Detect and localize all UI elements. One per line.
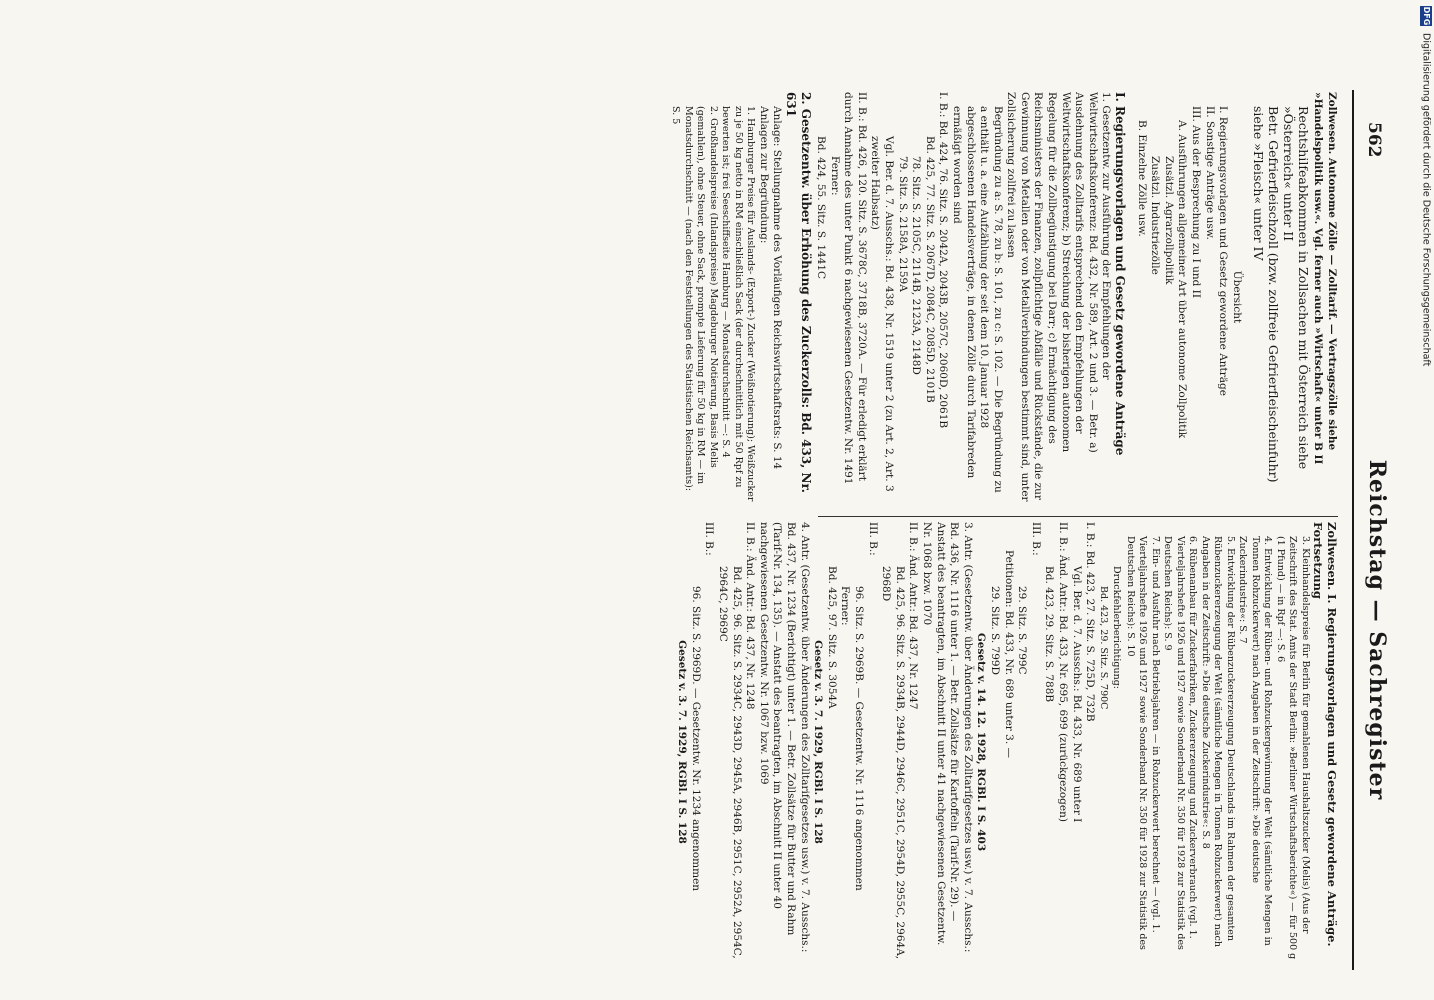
vgl: Vgl. Ber. d. 7. Ausschs.: Bd. 433, Nr. 689 unter I — [1070, 566, 1083, 823]
second-reading-ref: Bd. 423, 29. Sitz. S. 788B — [1043, 566, 1056, 703]
gesetz-ref: Gesetz v. 3. 7. 1929, RGBl. I S. 128 — [676, 640, 689, 844]
page-number: 562 — [1364, 122, 1384, 158]
item-1-begruendung: Begründung zu a: S. 78, zu b: S. 101, zu c: S. 102. — Die Begründung zu a enthält u. a. eine Aufzählung der seit dem 10. Januar 1928 abgeschlossenen Handelsverträge, in denen Zölle durch Tarifabreden ermäßigt worden sind — [950, 106, 1004, 493]
gesetz-ref: Gesetz v. 14. 12. 1928, RGBl. I S. 403 — [975, 632, 988, 852]
item-3: 3. Antr. (Gesetzentw. über Änderungen des Zolltarifgesetzes usw.) v. 7. Ausschs.: Bd. 436, Nr. 1116 unter 1. — Betr. Zollsätze für Kartoffeln (Tarif-Nr. 29). — Anstatt des beantragten, im Abschnitt II unter 41 nachgewiesenen Gesetzentw. Nr. 1068 bzw. 1070 — [921, 522, 974, 953]
item-3-ferner-ref: Bd. 425, 97. Sitz. S. 3054A — [825, 566, 838, 709]
anlage-3: 3. Kleinhandelspreise für Berlin für gemahlenen Haushaltszucker (Melis) (Aus der Zeitschrift des Stat. Amts der Stadt Berlin: »Berliner Wirtschaftsberichte«) — für 500 g (1 Pfund) — in Rpf —: S. 6 — [1274, 536, 1311, 960]
item-1-vgl: Vgl. Ber. d. 7. Ausschs.: Bd. 438, Nr. 1519 unter 2 (zu Art. 2, Art. 3 zweiter Halbsatz) — [869, 136, 895, 492]
entry-fleisch: Betr. Gefrierfleischzoll (bzw. zollfreie Gefrierfleischeinfuhr) siehe »Fleisch« unter IV — [1250, 106, 1281, 483]
overview-item: I. Regierungsvorlagen und Gesetz gewordene Anträge — [1217, 106, 1230, 396]
right-column — [675, 522, 1338, 962]
second-reading: II. B.: Änd. Antr.: Bd. 433, Nr. 695, 699 (zurückgezogen) — [1056, 522, 1069, 822]
anlage-7: 7. Ein- und Ausfuhr nach Betriebsjahren — in Rohzuckerwert berechnet — (vgl. 1. Vierteljahrshefte 1926 und 1927 sowie Sonderband Nr. 350 für 1928 zur Statistik des Deutschen Reichs): S. 10 — [1124, 536, 1161, 950]
item-4-refs: Bd. 425, 96. Sitz. S. 2934C, 2943D, 2945A, 2946B, 2951C, 2952A, 2954C, 2964C, 2969C — [717, 566, 743, 959]
item-3-refs: Bd. 425, 96. Sitz. S. 2934B, 2944D, 2946C, 2951C, 2954D, 2955C, 2964A, 2968D — [880, 566, 906, 960]
druckfehler: Druckfehlerberichtigung: — [1111, 566, 1123, 689]
item-2-anlage-2: 2. Großhandelspreise (Inlandspreise) Magdeburger Notierung, Basis Melis (gemahlen), ohne Steuer, ohne Sack, prompte Lieferung für 50 kg in RM — im Monatsdurchschnitt — (nach den Feststellungen des Statistischen Reichsamts): S. 5 — [670, 106, 719, 492]
overview-item: Zusätzl. Agrarzollpolitik — [1162, 156, 1175, 285]
item-1-second-reading: II. B.: Bd. 426, 120. Sitz. S. 3678C, 3718B, 3720A. — Für erledigt erklärt durch Annahme des unter Punkt 6 nachgewiesenen Gesetzentw. Nr. 1491 — [842, 92, 868, 485]
dfg-credit-text: Digitalisierung gefördert durch die Deutsche Forschungsgemeinschaft — [1420, 33, 1432, 367]
anlage-6: 6. Rübenanbau für Zuckerfabriken, Zuckererzeugung und Zuckerverbrauch (vgl. 1. Vierteljahrshefte 1926 und 1927 sowie Sonderband Nr. 350 für 1928 zur Statistik des Deutschen Reichs): S. 9 — [1162, 536, 1199, 950]
druckfehler-ref: Bd. 423, 29. Sitz. S. 790C — [1097, 586, 1109, 710]
overview-item: III. Aus der Besprechung zu I und II — [1190, 106, 1203, 298]
overview-item: A. Ausführungen allgemeiner Art über autonome Zollpolitik — [1176, 120, 1189, 439]
dfg-logo: DFG — [1422, 6, 1431, 26]
running-title: Reichstag — Sachregister — [1364, 459, 1390, 801]
item-3-third-reading: III. B.: — [866, 522, 879, 556]
entry-title-cont: Zollwesen. I. Regierungsvorlagen und Gesetz gewordene Anträge. Fortsetzung — [1311, 522, 1339, 947]
item-4-third-ref: 96. Sitz. S. 2969D. — Gesetzentw. Nr. 1234 angenommen — [689, 586, 702, 892]
overview-item: B. Einzelne Zölle usw. — [1135, 120, 1148, 237]
item-4: 4. Antr. (Gesetzentw. über Änderungen des Zolltarifgesetzes usw.) v. 7. Ausschs.: Bd. 437, Nr. 1234 (Berichtigt) unter 1. — Betr. Zollsätze für Butter und Rahm (Tarif-Nr. 134, 135). — Anstatt des beantragten, im Abschnitt II unter 40 nachgewiesenen Gesetzentw. Nr. 1067 bzw. 1069 — [757, 522, 811, 953]
item-1-ferner: Ferner: — [828, 156, 841, 196]
anlage-5: 5. Entwicklung der Rübenzuckererzeugung Deutschlands im Rahmen der gesamten Rübenzuckererzeugung der Welt (sämtliche Mengen in Tonnen Rohzuckerwert) nach Angaben in der Zeitschrift: »Die deutsche Zuckerindustrie«: S. 8 — [1199, 536, 1236, 947]
overview-title: Übersicht — [1230, 270, 1243, 324]
item-4-second-reading: II. B.: Änd. Antr.: Bd. 437, Nr. 1248 — [744, 522, 757, 710]
left-column — [669, 92, 1338, 502]
anlage-4: 4. Entwicklung der Rüben- und Rohzuckergewinnung der Welt (sämtliche Mengen in Tonnen Rohzuckerwert) nach Angaben in der Zeitschrift: »Die deutsche Zuckerindustrie«: S. 7 — [1237, 536, 1274, 946]
item-1-refs: 78. Sitz. S. 2105C, 2114B, 2123A, 2148D — [910, 156, 923, 375]
item-3-second-reading: II. B.: Änd. Antr.: Bd. 437, Nr. 1247 — [907, 522, 920, 710]
header-rule — [1352, 90, 1354, 970]
gesetz-ref: Gesetz v. 3. 7. 1929, RGBl. I S. 128 — [812, 640, 825, 844]
item-3-ferner: Ferner: — [839, 586, 852, 626]
item-1-first-reading: I. B.: Bd. 424, 76. Sitz. S. 2042A, 2043B, 2057C, 2060D, 2061B — [937, 92, 950, 429]
item-1-ferner-ref: Bd. 424, 55. Sitz. S. 1441C — [815, 136, 827, 280]
first-reading: I. B.: Bd. 423, 27. Sitz. S. 725D, 732B — [1084, 522, 1097, 722]
dfg-credit — [1416, 6, 1432, 996]
item-1: 1. Gesetzentw. zur Ausführung der Empfehlungen der Weltwirtschaftskonferenz: Bd. 432, Nr. 589, Art. 2 und 3. — Betr. a) Ausdehnung des Zolltarifs entsprechend den Empfehlungen der Weltwirtschaftskonferenz; b) Streichung der bisherigen autonomen Regelung für die Zollbegünstigung bei Darr; c) Ermächtigung des Reichsministers der Finanzen, zollpflichtige Abfälle und Rückstände, die zur Gewinnung von Metallen oder von Metallverbindungen bestimmt sind, unter Zollsicherung zollfrei zu lassen — [1005, 92, 1113, 502]
third-reading: III. B.: — [1029, 522, 1042, 556]
overview-item: II. Sonstige Anträge usw. — [1203, 106, 1216, 240]
entry-recht: Rechtshilfeabkommen in Zollsachen mit Österreich siehe »Österreich« unter II — [1280, 106, 1311, 470]
column-divider — [818, 516, 1338, 517]
item-4-third-reading: III. B.: — [703, 522, 716, 556]
overview-item: Zusätzl. Industriezölle — [1149, 156, 1162, 275]
item-2-anlage-1: 1. Hamburger Preise für Auslands- (Export-) Zucker (Weißnotierung); Weißzucker zu je 50 kg netto in RM einschließlich Sack (der durchschnittlich mit 50 Rpf zu bewerten ist; frei Seeschiffseite Hamburg — Monatsdurchschnitt —: S. 4 — [720, 106, 757, 502]
item-1-refs: 79. Sitz. S. 2158A, 2159A — [896, 156, 909, 292]
section-heading: I. Regierungsvorlagen und Gesetz gewordene Anträge — [1113, 92, 1128, 456]
item-2-anlage: Anlage: Stellungnahme des Vorläufigen Reichswirtschaftsrats: S. 14 — [771, 106, 784, 470]
petitionen: Petitionen: Bd. 433, Nr. 689 unter 3. — — [1002, 550, 1015, 759]
petitionen-ref: 29. Sitz. S. 799D — [988, 586, 1001, 675]
item-1-refs: Bd. 425, 77. Sitz. S. 2067D, 2084C, 2085D, 2101B — [923, 136, 936, 403]
entry-title: Zollwesen. Autonome Zölle — Zolltarif. — Vertragszölle siehe »Handelspolitik usw.«. Vgl. ferner auch »Wirtschaft« unter B II — [1312, 92, 1338, 465]
item-2-anlagen: Anlagen zur Begründung: — [757, 106, 770, 244]
third-reading-ref: 29. Sitz. S. 799C — [1016, 586, 1029, 675]
item-2: 2. Gesetzentw. über Erhöhung des Zuckerzolls: Bd. 433, Nr. 631 — [784, 92, 814, 493]
item-3-third-ref: 96. Sitz. S. 2969B. — Gesetzentw. Nr. 1116 angenommen — [853, 586, 866, 891]
